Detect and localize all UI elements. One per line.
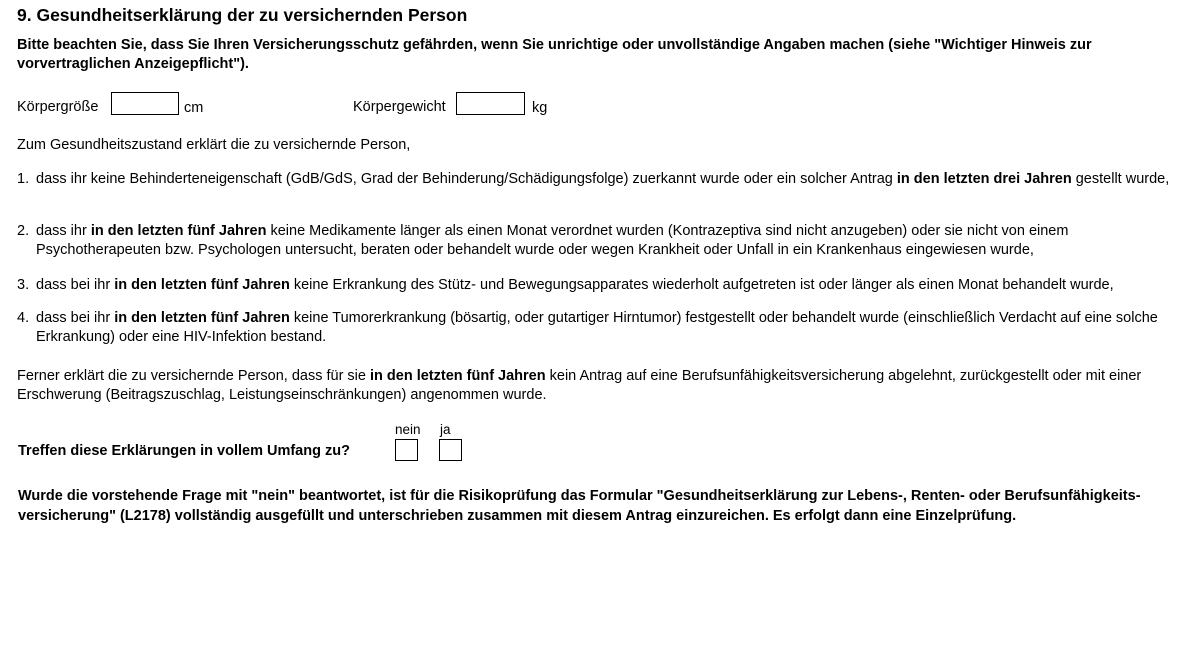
- item-number: 3.: [17, 277, 30, 293]
- height-unit: cm: [184, 100, 204, 116]
- height-input[interactable]: [111, 92, 179, 115]
- section-title: 9. Gesundheitserklärung der zu versichernden Person: [17, 5, 468, 25]
- intro-text: Zum Gesundheitszustand erklärt die zu versichernde Person,: [17, 137, 411, 153]
- weight-input[interactable]: [456, 92, 525, 115]
- declaration-item-4: 4. dass bei ihr in den letzten fünf Jahren keine Tumorerkrankung (bösartig, oder gutartiger Hirntumor) festgestellt oder behandelt wurde (einschließlich Verdacht auf eine solche Erkrankung) oder eine HIV-Infektion bestand.: [17, 310, 1158, 345]
- item-number: 2.: [17, 223, 30, 239]
- option-yes-checkbox[interactable]: [439, 439, 462, 461]
- option-no-checkbox[interactable]: [395, 439, 418, 461]
- declaration-item-2: 2. dass ihr in den letzten fünf Jahren keine Medikamente länger als einen Monat verordnet wurden (Kontrazeptiva sind nicht anzugeben) oder sie nicht von einem Psychotherapeuten bzw. Psychologen untersucht, beraten oder behandelt wurde oder wegen Krankheit oder Unfall in ein Krankenhaus eingewiesen wurde,: [17, 223, 1069, 258]
- additional-declaration: Ferner erklärt die zu versichernde Person, dass für sie in den letzten fünf Jahren kein Antrag auf eine Berufsunfähigkeitsversicherung abgelehnt, zurückgestellt oder mit einer Erschwerung (Beitragszuschlag, Leistungseinschränkungen) angenommen wurde.: [17, 368, 1142, 403]
- confirmation-question: Treffen diese Erklärungen in vollem Umfang zu?: [18, 443, 350, 459]
- warning-text: Bitte beachten Sie, dass Sie Ihren Versicherungsschutz gefährden, wenn Sie unrichtige oder unvollständige Angaben machen (siehe "Wichtiger Hinweis zur vorvertraglichen Anzeigepflicht").: [17, 37, 1092, 72]
- declaration-item-3: 3. dass bei ihr in den letzten fünf Jahren keine Erkrankung des Stütz- und Bewegungsapparates wiederholt aufgetreten ist oder länger als einen Monat behandelt wurde,: [17, 277, 1114, 293]
- final-note: Wurde die vorstehende Frage mit "nein" beantwortet, ist für die Risikoprüfung das Formular "Gesundheitserklärung zur Lebens-, Renten- oder Berufsunfähigkeits-versicherung" (L2178) vollständig ausgefüllt und unterschrieben zusammen mit diesem Antrag einzureichen. Es erfolgt dann eine Einzelprüfung.: [18, 488, 1141, 524]
- weight-unit: kg: [532, 100, 548, 116]
- declaration-item-1: 1. dass ihr keine Behinderteneigenschaft (GdB/GdS, Grad der Behinderung/Schädigungsfolge) zuerkannt wurde oder ein solcher Antrag in den letzten drei Jahren gestellt wurde,: [17, 171, 1170, 187]
- option-no-label: nein: [395, 422, 421, 437]
- weight-label: Körpergewicht: [353, 99, 446, 115]
- height-label: Körpergröße: [17, 99, 99, 115]
- option-yes-label: ja: [440, 422, 451, 437]
- item-number: 4.: [17, 310, 30, 326]
- item-number: 1.: [17, 171, 30, 187]
